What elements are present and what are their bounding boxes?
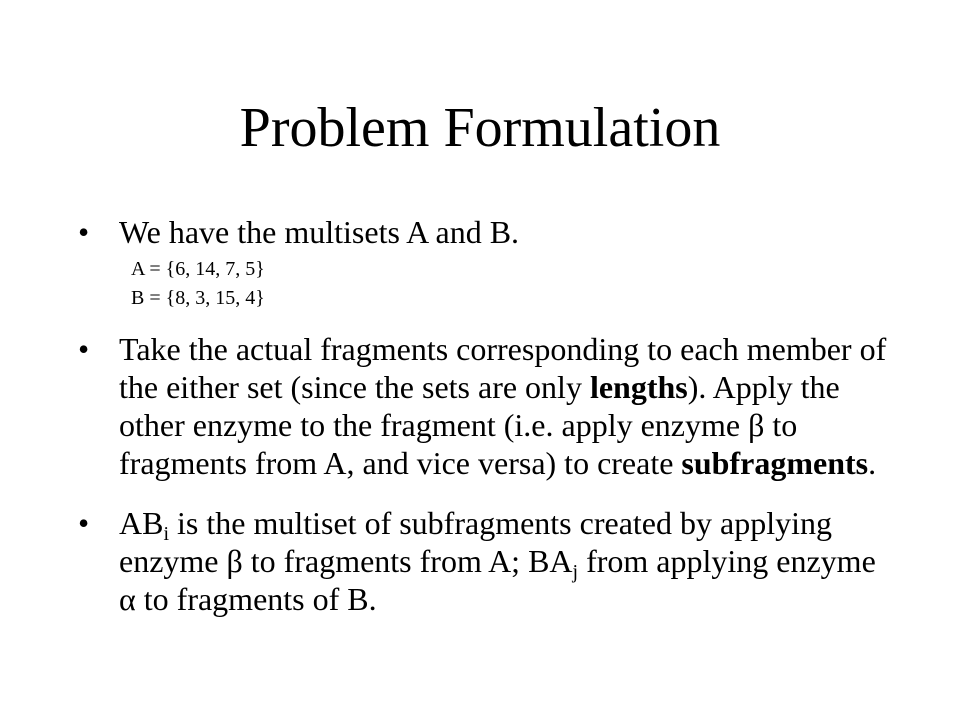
bullet-subfragment-text-1: is the multiset of subfragments created by applying enzyme β to fragments from A; BA bbox=[119, 505, 832, 579]
bullet-icon: • bbox=[78, 505, 90, 541]
bullet-subfragment-text-2: from applying enzyme α to fragments of B. bbox=[119, 543, 876, 617]
bullet-multisets bbox=[78, 213, 898, 251]
bullet-subfragment-sets bbox=[78, 504, 898, 618]
multiset-sub-list bbox=[78, 255, 898, 313]
subscript-j: j bbox=[572, 561, 579, 583]
bullet-icon: • bbox=[78, 331, 90, 367]
multiset-a: A = {6, 14, 7, 5} bbox=[131, 258, 265, 280]
slide-title: Problem Formulation bbox=[239, 97, 721, 159]
bullet-list bbox=[78, 213, 898, 618]
bullet-fragments-text-1: Take the actual fragments corresponding to each member of the either set (since the sets are only bbox=[119, 331, 887, 405]
bullet-fragments-text-2: ). Apply the other enzyme to the fragment (i.e. apply enzyme β to fragments from A, and vice versa) to create bbox=[119, 369, 840, 481]
ab-label: AB bbox=[119, 505, 164, 541]
subscript-i: i bbox=[163, 523, 170, 545]
subfragments-bold: subfragments bbox=[681, 445, 869, 481]
bullet-fragments-text-3: . bbox=[868, 445, 877, 481]
bullet-fragments bbox=[78, 330, 898, 482]
bullet-icon: • bbox=[78, 214, 90, 250]
bullet-multisets-text: We have the multisets A and B. bbox=[119, 214, 520, 250]
multiset-b: B = {8, 3, 15, 4} bbox=[131, 287, 265, 309]
lengths-bold: lengths bbox=[589, 369, 688, 405]
